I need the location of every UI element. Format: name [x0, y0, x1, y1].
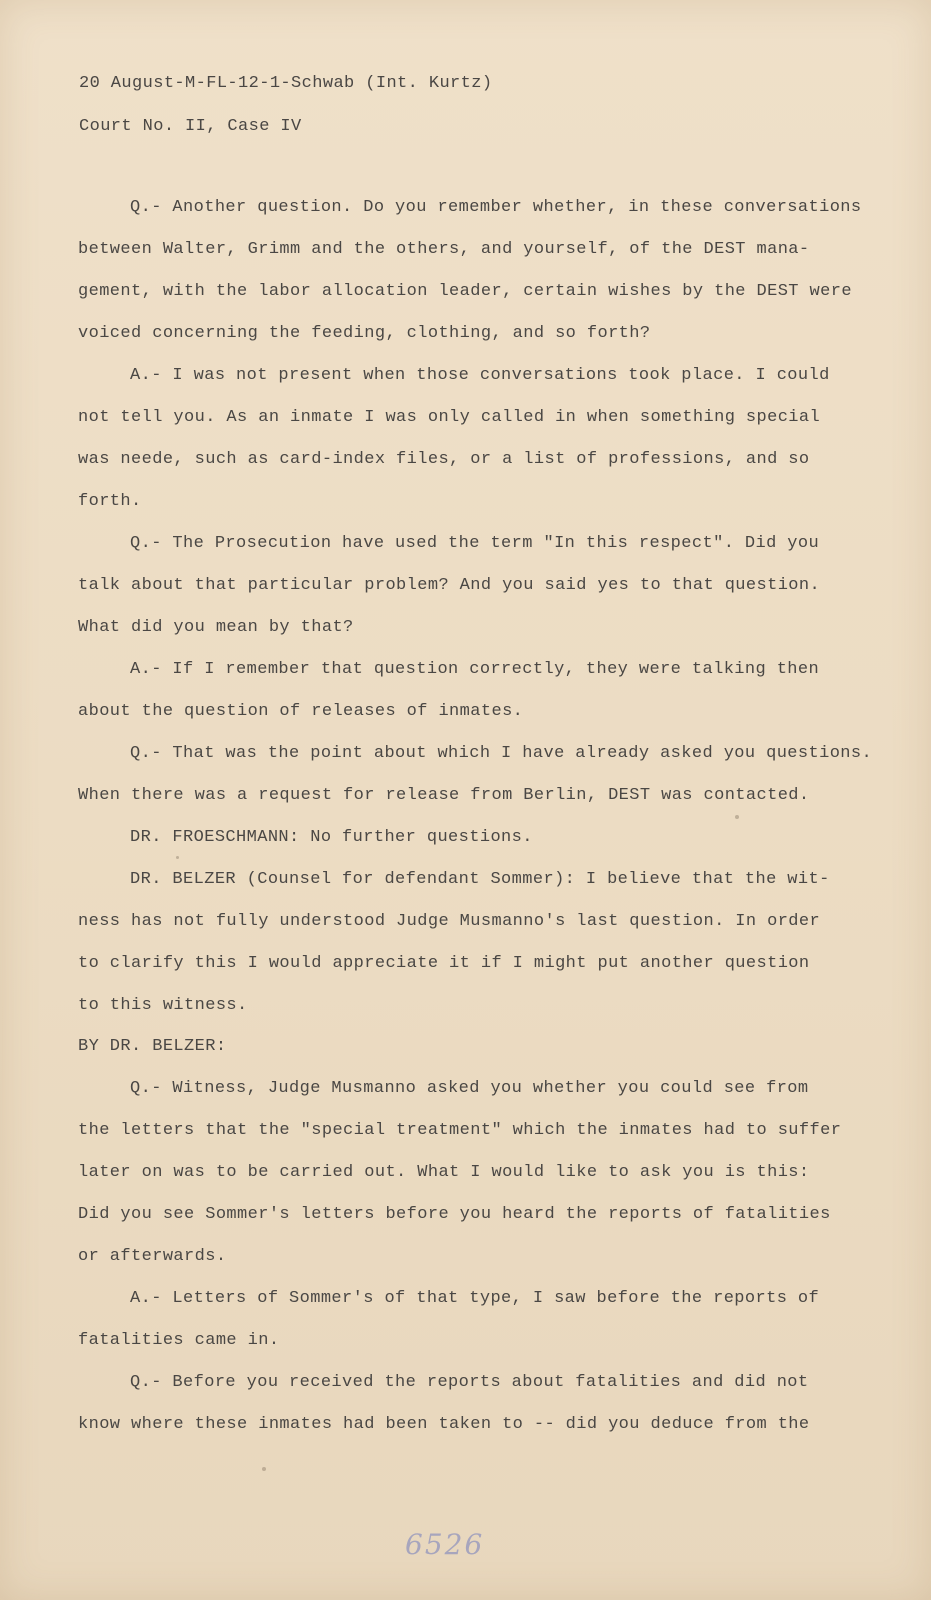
- section-heading: BY DR. BELZER:: [78, 1037, 227, 1056]
- text-line: Did you see Sommer's letters before you heard the reports of fatalities: [78, 1205, 831, 1224]
- text-line: ness has not fully understood Judge Musmanno's last question. In order: [78, 912, 821, 931]
- text-line: When there was a request for release from Berlin, DEST was contacted.: [78, 786, 810, 805]
- paper-speck: [176, 856, 179, 859]
- paper-speck: [735, 815, 739, 819]
- text-line: later on was to be carried out. What I would like to ask you is this:: [78, 1163, 810, 1182]
- text-line: about the question of releases of inmates.: [78, 702, 524, 721]
- text-line: Q.- Before you received the reports about fatalities and did not: [130, 1373, 809, 1392]
- text-line: Q.- Witness, Judge Musmanno asked you whether you could see from: [130, 1079, 809, 1098]
- text-line: or afterwards.: [78, 1247, 227, 1266]
- text-line: fatalities came in.: [78, 1331, 280, 1350]
- text-line: voiced concerning the feeding, clothing, and so forth?: [78, 324, 651, 343]
- paper-speck: [262, 1467, 266, 1471]
- text-line: to clarify this I would appreciate it if I might put another question: [78, 954, 810, 973]
- text-line: DR. BELZER (Counsel for defendant Sommer): I believe that the wit-: [130, 870, 830, 889]
- text-line: A.- If I remember that question correctly, they were talking then: [130, 660, 820, 679]
- text-line: DR. FROESCHMANN: No further questions.: [130, 828, 533, 847]
- text-line: Q.- The Prosecution have used the term "In this respect". Did you: [130, 534, 820, 553]
- text-line: A.- I was not present when those conversations took place. I could: [130, 366, 830, 385]
- text-line: forth.: [78, 492, 142, 511]
- text-line: know where these inmates had been taken to -- did you deduce from the: [78, 1415, 810, 1434]
- text-line: not tell you. As an inmate I was only called in when something special: [78, 408, 821, 427]
- text-line: What did you mean by that?: [78, 618, 354, 637]
- text-line: between Walter, Grimm and the others, and yourself, of the DEST mana-: [78, 240, 810, 259]
- header-line-1: 20 August-M-FL-12-1-Schwab (Int. Kurtz): [79, 74, 493, 93]
- text-line: A.- Letters of Sommer's of that type, I saw before the reports of: [130, 1289, 820, 1308]
- text-line: to this witness.: [78, 996, 248, 1015]
- text-line: Q.- That was the point about which I have already asked you questions.: [130, 744, 873, 763]
- text-line: the letters that the "special treatment" which the inmates had to suffer: [78, 1121, 842, 1140]
- handwritten-page-number: 6526: [405, 1528, 485, 1561]
- header-line-2: Court No. II, Case IV: [79, 117, 302, 136]
- text-line: gement, with the labor allocation leader, certain wishes by the DEST were: [78, 282, 852, 301]
- text-line: Q.- Another question. Do you remember whether, in these conversations: [130, 198, 862, 217]
- text-line: talk about that particular problem? And you said yes to that question.: [78, 576, 821, 595]
- text-line: was neede, such as card-index files, or a list of professions, and so: [78, 450, 810, 469]
